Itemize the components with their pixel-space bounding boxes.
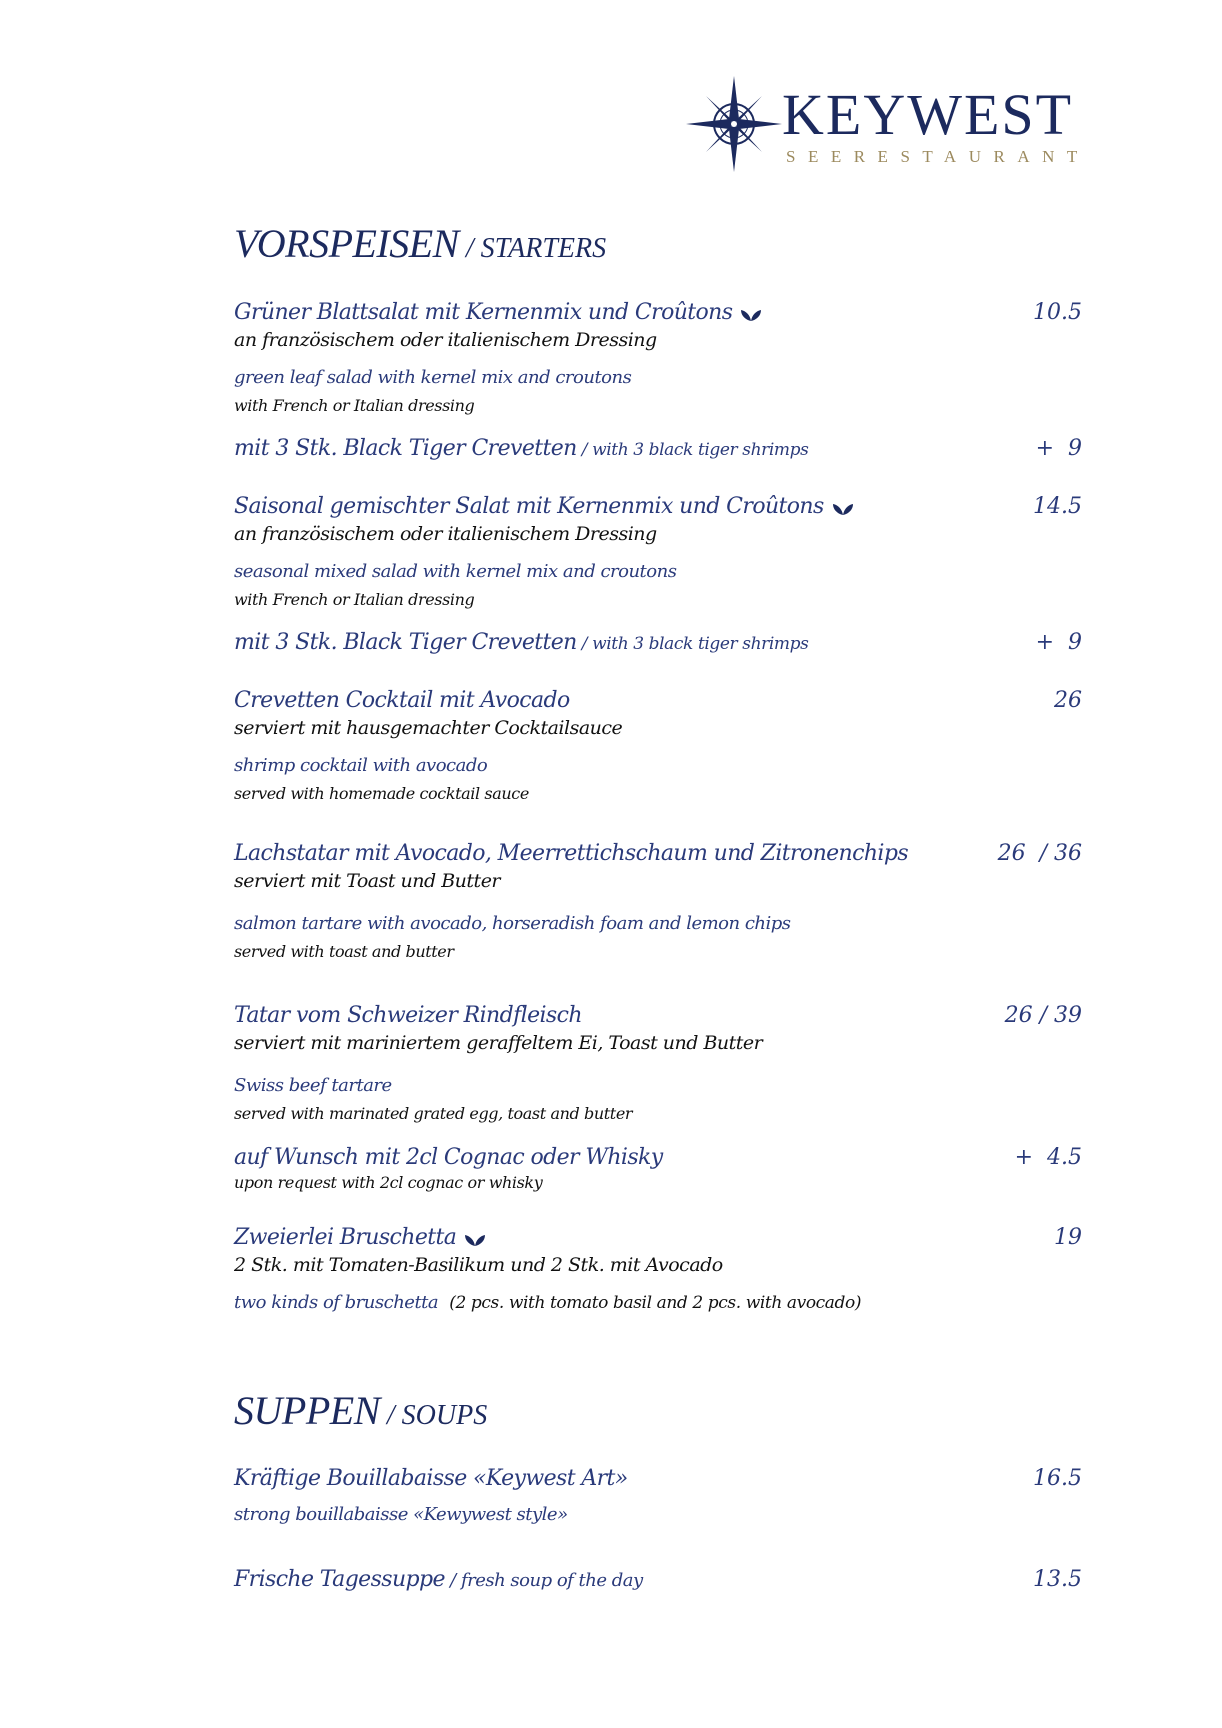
item-name-en: salmon tartare with avocado, horseradish foam and lemon chips [234,913,791,934]
addon-sub: upon request with 2cl cognac or whisky [234,1173,543,1192]
item-name-en: seasonal mixed salad with kernel mix and croutons [234,561,677,582]
section-title-sep: / [458,233,481,264]
item-desc-de: an französischem oder italienischem Dressing [234,523,657,545]
item-name-de: Zweierlei Bruschetta [234,1225,457,1250]
addon-de: mit 3 Stk. Black Tiger Crevetten [234,436,577,461]
item-name-de: Tatar vom Schweizer Rindfleisch [234,1003,582,1028]
item-desc-en: served with homemade cocktail sauce [234,784,529,803]
section-title-en: SOUPS [401,1400,488,1431]
leaf-icon [832,502,854,516]
item-name-en: Swiss beef tartare [234,1075,392,1096]
addon-price: + 9 [1035,630,1082,655]
restaurant-logo [686,76,1090,176]
item-name-en: green leaf salad with kernel mix and croutons [234,367,632,388]
item-name-en: shrimp cocktail with avocado [234,755,488,776]
menu-item [234,494,1082,519]
item-name-en: strong bouillabaisse «Kewywest style» [234,1504,568,1525]
item-en-line [234,1293,1082,1314]
item-desc-de: serviert mit Toast und Butter [234,870,501,892]
item-name-de: Frische Tagessuppe [234,1567,445,1592]
item-desc-en: served with toast and butter [234,942,454,961]
section-title-de: SUPPEN [234,1388,380,1433]
item-name-de: Kräftige Bouillabaisse «Keywest Art» [234,1466,628,1491]
menu-item [234,1567,1082,1592]
item-price: 26 / 36 [997,841,1082,866]
item-price: 10.5 [1033,300,1082,325]
item-name-de: Grüner Blattsalat mit Kernenmix und Croûtons [234,300,733,325]
item-desc-de: serviert mit mariniertem geraffeltem Ei, Toast und Butter [234,1032,763,1054]
item-desc-en: with French or Italian dressing [234,590,475,609]
menu-item [234,1003,1082,1028]
item-price: 14.5 [1033,494,1082,519]
menu-addon [234,1145,1082,1170]
menu-item [234,841,1082,866]
item-desc-en: served with marinated grated egg, toast and butter [234,1104,633,1123]
compass-rose-icon [686,76,782,172]
item-price: 13.5 [1033,1567,1082,1592]
brand-tagline: SEERESTAURANT [786,147,1090,166]
item-name-de: Lachstatar mit Avocado, Meerrettichschaum und Zitronenchips [234,841,909,866]
brand-name: KEYWEST [782,82,1074,147]
item-name-en: two kinds of bruschetta [234,1292,439,1313]
menu-addon [234,436,1082,461]
item-desc-de: serviert mit hausgemachter Cocktailsauce [234,717,623,739]
item-price: 16.5 [1033,1466,1082,1491]
item-name-de: Saisonal gemischter Salat mit Kernenmix und Croûtons [234,494,824,519]
section-title-sep: / [379,1400,402,1431]
item-price: 19 [1054,1225,1082,1250]
item-desc-de: 2 Stk. mit Tomaten-Basilikum und 2 Stk. mit Avocado [234,1254,723,1276]
addon-price: + 4.5 [1014,1145,1082,1170]
section-title-de: VORSPEISEN [234,221,459,266]
addon-en: / with 3 black tiger shrimps [576,440,809,460]
menu-item [234,1225,1082,1250]
addon-en: / with 3 black tiger shrimps [576,634,809,654]
menu-item [234,1466,1082,1491]
menu-item [234,688,1082,713]
item-name-en: / fresh soup of the day [444,1570,643,1591]
leaf-icon [464,1233,486,1247]
item-name-de: Crevetten Cocktail mit Avocado [234,688,570,713]
addon-de: auf Wunsch mit 2cl Cognac oder Whisky [234,1145,663,1170]
addon-price: + 9 [1035,436,1082,461]
menu-addon [234,630,1082,655]
item-desc-en: (2 pcs. with tomato basil and 2 pcs. with avocado) [449,1293,862,1313]
item-price: 26 / 39 [1004,1003,1082,1028]
item-price: 26 [1054,688,1082,713]
addon-de: mit 3 Stk. Black Tiger Crevetten [234,630,577,655]
menu-item [234,300,1082,325]
section-title-en: STARTERS [480,233,607,264]
item-desc-de: an französischem oder italienischem Dressing [234,329,657,351]
leaf-icon [740,308,762,322]
section-title-soups [234,1388,488,1433]
section-title-starters [234,221,607,266]
item-desc-en: with French or Italian dressing [234,396,475,415]
